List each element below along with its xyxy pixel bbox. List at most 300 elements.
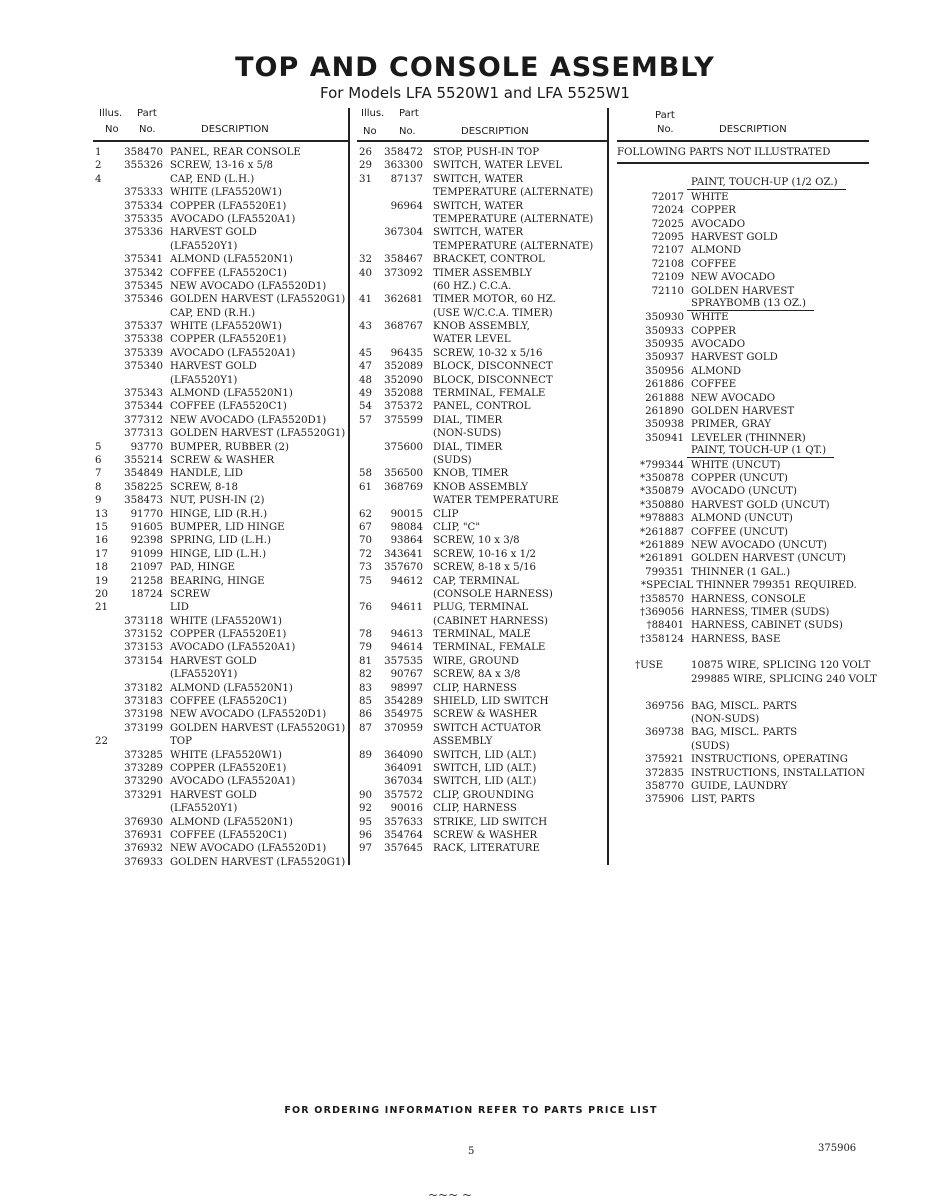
part-number: 368769 <box>384 481 423 493</box>
table-row <box>93 481 349 494</box>
illus-number: 5 <box>95 441 102 453</box>
table-row <box>93 708 349 721</box>
part-number: 357535 <box>384 655 423 667</box>
part-number: 96435 <box>390 347 423 359</box>
table-row <box>357 427 607 440</box>
table-row <box>357 829 607 842</box>
part-number: 93864 <box>390 535 423 547</box>
header-illus-no: No <box>363 126 377 137</box>
part-description: PAD, HINGE <box>170 562 235 574</box>
table-row <box>357 668 607 681</box>
illus-number: 72 <box>359 548 372 560</box>
part-description: ALMOND (LFA5520N1) <box>170 682 293 694</box>
part-description: WHITE (LFA5520W1) <box>170 321 282 333</box>
part-number: 21258 <box>130 575 163 587</box>
table-row <box>617 432 869 445</box>
part-description: CAP, END (R.H.) <box>170 307 256 319</box>
part-description: HARVEST GOLD <box>691 231 778 243</box>
part-number: †358124 <box>640 633 684 645</box>
handwritten-mark: ~~~ ~ <box>428 1188 473 1202</box>
table-row <box>357 467 607 480</box>
part-number: 354289 <box>384 696 423 708</box>
part-description: COPPER (LFA5520E1) <box>170 629 287 641</box>
part-number: 72095 <box>651 231 684 243</box>
part-description: PANEL, REAR CONSOLE <box>170 147 301 158</box>
part-number: 375338 <box>124 334 163 346</box>
table-row <box>357 347 607 360</box>
table-row <box>617 740 869 753</box>
part-number: 375335 <box>124 213 163 225</box>
table-row <box>93 695 349 708</box>
illus-number: 85 <box>359 696 372 708</box>
part-description: NEW AVOCADO (LFA5520D1) <box>170 843 327 855</box>
table-row <box>617 445 869 458</box>
table-row <box>617 686 869 699</box>
part-number: 354849 <box>124 468 163 480</box>
header-part: Part <box>399 108 419 119</box>
table-row <box>357 561 607 574</box>
part-number: 375345 <box>124 280 163 292</box>
part-number: 21097 <box>130 562 163 574</box>
part-description: KNOB ASSEMBLY, <box>433 321 530 333</box>
table-row <box>93 280 349 293</box>
part-description: NEW AVOCADO <box>691 392 776 404</box>
table-row <box>357 441 607 454</box>
parts-column-left <box>93 106 349 869</box>
illus-number: 18 <box>95 562 108 574</box>
header-part-no: No. <box>657 124 674 135</box>
table-row <box>357 159 607 172</box>
table-row <box>357 481 607 494</box>
part-number: 375346 <box>124 294 163 306</box>
table-row <box>93 333 349 346</box>
part-description: SCREW, 8-18 <box>170 481 238 493</box>
part-description: AVOCADO (LFA5520A1) <box>170 213 296 225</box>
part-number: 350930 <box>645 312 684 324</box>
part-description: STOP, PUSH-IN TOP <box>433 147 540 158</box>
part-number: 376930 <box>124 816 163 828</box>
table-row <box>93 293 349 306</box>
table-row <box>93 561 349 574</box>
part-description: HARVEST GOLD <box>170 789 257 801</box>
part-number: 375339 <box>124 347 163 359</box>
table-row <box>617 485 869 498</box>
part-description: (LFA5520Y1) <box>170 669 238 681</box>
illus-number: 40 <box>359 267 372 279</box>
header-description: DESCRIPTION <box>719 124 787 135</box>
part-number: 357572 <box>384 789 423 801</box>
part-description: NEW AVOCADO (UNCUT) <box>691 539 827 551</box>
part-description: COFFEE <box>691 379 737 391</box>
table-row <box>617 526 869 539</box>
part-description: SWITCH, WATER <box>433 200 524 212</box>
part-number: *350879 <box>640 486 684 498</box>
page-subtitle: For Models LFA 5520W1 and LFA 5525W1 <box>320 84 630 102</box>
table-row <box>93 842 349 855</box>
illus-number: 43 <box>359 321 372 333</box>
part-number: *261891 <box>640 553 684 565</box>
parts-column-right <box>617 106 877 807</box>
part-description: CLIP <box>433 508 459 520</box>
part-number: *350880 <box>640 499 684 511</box>
part-description: COFFEE (UNCUT) <box>691 526 789 538</box>
part-description: SPRING, LID (L.H.) <box>170 535 271 547</box>
table-row <box>357 655 607 668</box>
header-illus: Illus. <box>361 108 385 119</box>
table-row <box>93 789 349 802</box>
illus-number: 49 <box>359 388 372 400</box>
table-row <box>93 682 349 695</box>
table-row <box>617 700 869 713</box>
table-row <box>617 405 869 418</box>
part-number: 352089 <box>384 361 423 373</box>
part-number: 373285 <box>124 749 163 761</box>
part-description: (60 HZ.) C.C.A. <box>433 280 512 292</box>
table-row <box>93 575 349 588</box>
part-number: 90016 <box>390 803 423 815</box>
part-number: 375333 <box>124 187 163 199</box>
illus-number: 9 <box>95 495 102 507</box>
table-row <box>93 200 349 213</box>
part-number: 373152 <box>124 629 163 641</box>
table-row <box>617 351 869 364</box>
part-description: STRIKE, LID SWITCH <box>433 816 548 828</box>
part-description: WHITE (LFA5520W1) <box>170 749 282 761</box>
part-number: 358770 <box>645 780 684 792</box>
part-description: HARNESS, TIMER (SUDS) <box>691 606 830 618</box>
part-number: 373289 <box>124 762 163 774</box>
part-description: SCREW & WASHER <box>433 709 538 721</box>
part-description: INSTRUCTIONS, OPERATING <box>691 754 848 766</box>
table-row <box>357 722 607 735</box>
table-row <box>357 548 607 561</box>
part-description: COPPER <box>691 205 736 217</box>
table-row <box>617 204 869 217</box>
part-number: 375337 <box>124 321 163 333</box>
part-number: 370959 <box>384 722 423 734</box>
part-description: COFFEE (LFA5520C1) <box>170 267 287 279</box>
part-number: 350935 <box>645 339 684 351</box>
illus-number: 41 <box>359 294 372 306</box>
part-description: PLUG, TERMINAL <box>433 602 529 614</box>
header-illus-no: No <box>105 124 119 135</box>
part-description: CLIP, "C" <box>433 521 481 533</box>
table-row <box>93 186 349 199</box>
header-part: Part <box>655 110 675 121</box>
part-description: ALMOND <box>691 365 741 377</box>
table-row <box>357 708 607 721</box>
part-description: TERMINAL, MALE <box>433 629 531 641</box>
table-row <box>357 374 607 387</box>
part-number: 72108 <box>651 258 684 270</box>
table-row <box>93 320 349 333</box>
illus-number: 87 <box>359 722 372 734</box>
table-row <box>93 749 349 762</box>
table-row <box>357 628 607 641</box>
part-number: 358470 <box>124 147 163 158</box>
part-description: DIAL, TIMER <box>433 441 503 453</box>
part-number: 357670 <box>384 562 423 574</box>
illus-number: 15 <box>95 521 108 533</box>
table-row <box>357 293 607 306</box>
part-number: 377313 <box>124 428 163 440</box>
table-row <box>617 177 869 190</box>
part-number: 355214 <box>124 454 163 466</box>
part-description: (NON-SUDS) <box>433 428 502 440</box>
part-number: 72025 <box>651 218 684 230</box>
table-row <box>93 548 349 561</box>
table-row <box>93 775 349 788</box>
table-row <box>357 802 607 815</box>
table-row <box>357 240 607 253</box>
table-row <box>617 646 869 659</box>
part-description: SCREW & WASHER <box>170 454 275 466</box>
part-number: 375334 <box>124 200 163 212</box>
table-row <box>93 159 349 172</box>
header-part: Part <box>137 108 157 119</box>
part-number: 87137 <box>390 173 423 185</box>
part-description: COPPER (LFA5520E1) <box>170 762 287 774</box>
illus-number: 6 <box>95 454 102 466</box>
column-divider <box>607 108 609 865</box>
part-description: HARVEST GOLD <box>170 361 257 373</box>
part-description: GOLDEN HARVEST <box>691 285 795 297</box>
part-description: HARNESS, BASE <box>691 633 781 645</box>
part-number: 373291 <box>124 789 163 801</box>
part-number: 375599 <box>384 414 423 426</box>
table-row <box>93 307 349 320</box>
part-number: †358570 <box>640 593 684 605</box>
table-row <box>617 258 869 271</box>
part-number: 350956 <box>645 365 684 377</box>
part-description: SHIELD, LID SWITCH <box>433 696 549 708</box>
illus-number: 61 <box>359 481 372 493</box>
illus-number: 20 <box>95 588 108 600</box>
part-description: KNOB ASSEMBLY <box>433 481 528 493</box>
illus-number: 17 <box>95 548 108 560</box>
illus-number: 90 <box>359 789 372 801</box>
part-description: BAG, MISCL. PARTS <box>691 700 798 712</box>
illus-number: 96 <box>359 829 372 841</box>
part-number: 375342 <box>124 267 163 279</box>
header-description: DESCRIPTION <box>201 124 269 135</box>
part-description: COPPER (LFA5520E1) <box>170 334 287 346</box>
part-description: HARVEST GOLD <box>170 227 257 239</box>
column-header <box>357 106 607 142</box>
part-description: SCREW & WASHER <box>433 829 538 841</box>
table-row <box>357 816 607 829</box>
table-row <box>617 539 869 552</box>
illus-number: 29 <box>359 160 372 172</box>
part-number: 375921 <box>645 754 684 766</box>
part-description: NEW AVOCADO (LFA5520D1) <box>170 414 327 426</box>
part-number: 375372 <box>384 401 423 413</box>
part-description: PAINT, TOUCH-UP (1 QT.) <box>687 445 834 458</box>
table-row <box>617 244 869 257</box>
table-row <box>93 454 349 467</box>
part-number: *350878 <box>640 472 684 484</box>
part-number: 98997 <box>390 682 423 694</box>
part-description: ALMOND (UNCUT) <box>691 513 793 525</box>
illus-number: 70 <box>359 535 372 547</box>
part-description: NUT, PUSH-IN (2) <box>170 495 265 507</box>
table-row <box>93 267 349 280</box>
table-row <box>93 374 349 387</box>
table-row <box>357 682 607 695</box>
part-description: HARVEST GOLD (UNCUT) <box>691 499 830 511</box>
part-description: SCREW, 10 x 3/8 <box>433 535 520 547</box>
part-description: AVOCADO (LFA5520A1) <box>170 642 296 654</box>
part-description: GOLDEN HARVEST (LFA5520G1) <box>170 856 346 868</box>
table-row <box>617 365 869 378</box>
part-number: 364090 <box>384 749 423 761</box>
illus-number: 97 <box>359 843 372 855</box>
table-row <box>357 226 607 239</box>
part-number: 358472 <box>384 147 423 158</box>
table-row <box>617 499 869 512</box>
parts-list <box>357 142 607 856</box>
document-number: 375906 <box>818 1143 857 1154</box>
table-row <box>93 668 349 681</box>
part-description: SWITCH ACTUATOR <box>433 722 542 734</box>
table-row <box>617 191 869 204</box>
part-number: *261889 <box>640 539 684 551</box>
part-description: WATER TEMPERATURE <box>433 495 559 507</box>
part-number: 376932 <box>124 843 163 855</box>
part-description: COFFEE (LFA5520C1) <box>170 401 287 413</box>
table-row <box>617 325 869 338</box>
part-description: RACK, LITERATURE <box>433 843 540 855</box>
table-row <box>93 427 349 440</box>
illus-number: 82 <box>359 669 372 681</box>
part-number: 373118 <box>124 615 163 627</box>
part-number: 350933 <box>645 325 684 337</box>
table-row <box>357 320 607 333</box>
part-number: 261888 <box>645 392 684 404</box>
part-number: 363300 <box>384 160 423 172</box>
part-description: AVOCADO <box>691 339 746 351</box>
table-row <box>617 298 869 311</box>
part-number: 362681 <box>384 294 423 306</box>
table-row <box>93 521 349 534</box>
illus-number: 1 <box>95 147 102 158</box>
part-number: 91770 <box>130 508 163 520</box>
column-header <box>93 106 349 142</box>
part-number: 350938 <box>645 419 684 431</box>
table-row <box>617 271 869 284</box>
part-number: 373153 <box>124 642 163 654</box>
table-row <box>357 749 607 762</box>
table-row <box>93 173 349 186</box>
table-row <box>357 280 607 293</box>
part-number: 18724 <box>130 588 163 600</box>
part-number: 93770 <box>130 441 163 453</box>
part-description: THINNER (1 GAL.) <box>691 566 791 578</box>
part-description: BUMPER, LID HINGE <box>170 521 285 533</box>
part-description: ALMOND (LFA5520N1) <box>170 388 293 400</box>
illus-number: 16 <box>95 535 108 547</box>
part-description: TIMER MOTOR, 60 HZ. <box>433 294 556 306</box>
table-row <box>617 780 869 793</box>
illus-number: 95 <box>359 816 372 828</box>
illus-number: 13 <box>95 508 108 520</box>
part-description: CLIP, HARNESS <box>433 803 517 815</box>
illus-number: 78 <box>359 629 372 641</box>
part-number: 350941 <box>645 432 684 444</box>
page-title: TOP AND CONSOLE ASSEMBLY <box>235 52 715 83</box>
table-row <box>357 615 607 628</box>
part-description: LEVELER (THINNER) <box>691 432 806 444</box>
table-row <box>357 588 607 601</box>
part-number: 799351 <box>645 566 684 578</box>
table-row <box>617 593 869 606</box>
part-description: TERMINAL, FEMALE <box>433 388 546 400</box>
part-description: SWITCH, WATER LEVEL <box>433 160 563 172</box>
table-row <box>357 400 607 413</box>
table-row <box>617 659 869 672</box>
part-number: 96964 <box>390 200 423 212</box>
part-description: BLOCK, DISCONNECT <box>433 361 553 373</box>
table-row <box>93 494 349 507</box>
table-row <box>93 588 349 601</box>
part-description: AVOCADO <box>691 218 746 230</box>
part-description: PRIMER, GRAY <box>691 419 772 431</box>
part-description: GOLDEN HARVEST (LFA5520G1) <box>170 294 346 306</box>
part-description: GOLDEN HARVEST (LFA5520G1) <box>170 428 346 440</box>
illus-number: 8 <box>95 481 102 493</box>
table-row <box>93 802 349 815</box>
part-number: 375344 <box>124 401 163 413</box>
part-description: SCREW, 13-16 x 5/8 <box>170 160 274 172</box>
illus-number: 73 <box>359 562 372 574</box>
header-part-no: No. <box>139 124 156 135</box>
part-description: SPRAYBOMB (13 OZ.) <box>687 298 814 311</box>
table-row <box>93 735 349 748</box>
part-description: NEW AVOCADO <box>691 272 776 284</box>
part-number: 377312 <box>124 414 163 426</box>
table-row <box>617 753 869 766</box>
part-description: (SUDS) <box>691 740 730 752</box>
part-description: (CONSOLE HARNESS) <box>433 588 553 600</box>
part-number: 358225 <box>124 481 163 493</box>
table-row <box>357 253 607 266</box>
part-number: 356500 <box>384 468 423 480</box>
part-number: 352090 <box>384 374 423 386</box>
part-number: 72107 <box>651 245 684 257</box>
part-description: (LFA5520Y1) <box>170 374 238 386</box>
illus-number: 62 <box>359 508 372 520</box>
part-number: 94613 <box>390 629 423 641</box>
table-row <box>93 641 349 654</box>
table-row <box>93 615 349 628</box>
part-number: 94612 <box>390 575 423 587</box>
part-description: SCREW, 8A x 3/8 <box>433 669 521 681</box>
part-description: WHITE (UNCUT) <box>691 459 781 471</box>
part-description: TEMPERATURE (ALTERNATE) <box>433 213 594 225</box>
part-number: 355326 <box>124 160 163 172</box>
part-description: HARVEST GOLD <box>691 352 778 364</box>
illus-number: 54 <box>359 401 372 413</box>
part-description: KNOB, TIMER <box>433 468 509 480</box>
table-row <box>357 695 607 708</box>
part-description: TEMPERATURE (ALTERNATE) <box>433 240 594 252</box>
table-row <box>93 601 349 614</box>
part-description: LID <box>170 602 189 614</box>
part-description: *SPECIAL THINNER 799351 REQUIRED. <box>641 580 857 592</box>
table-row <box>93 628 349 641</box>
parts-list <box>93 142 349 869</box>
part-description: WATER LEVEL <box>433 334 511 346</box>
